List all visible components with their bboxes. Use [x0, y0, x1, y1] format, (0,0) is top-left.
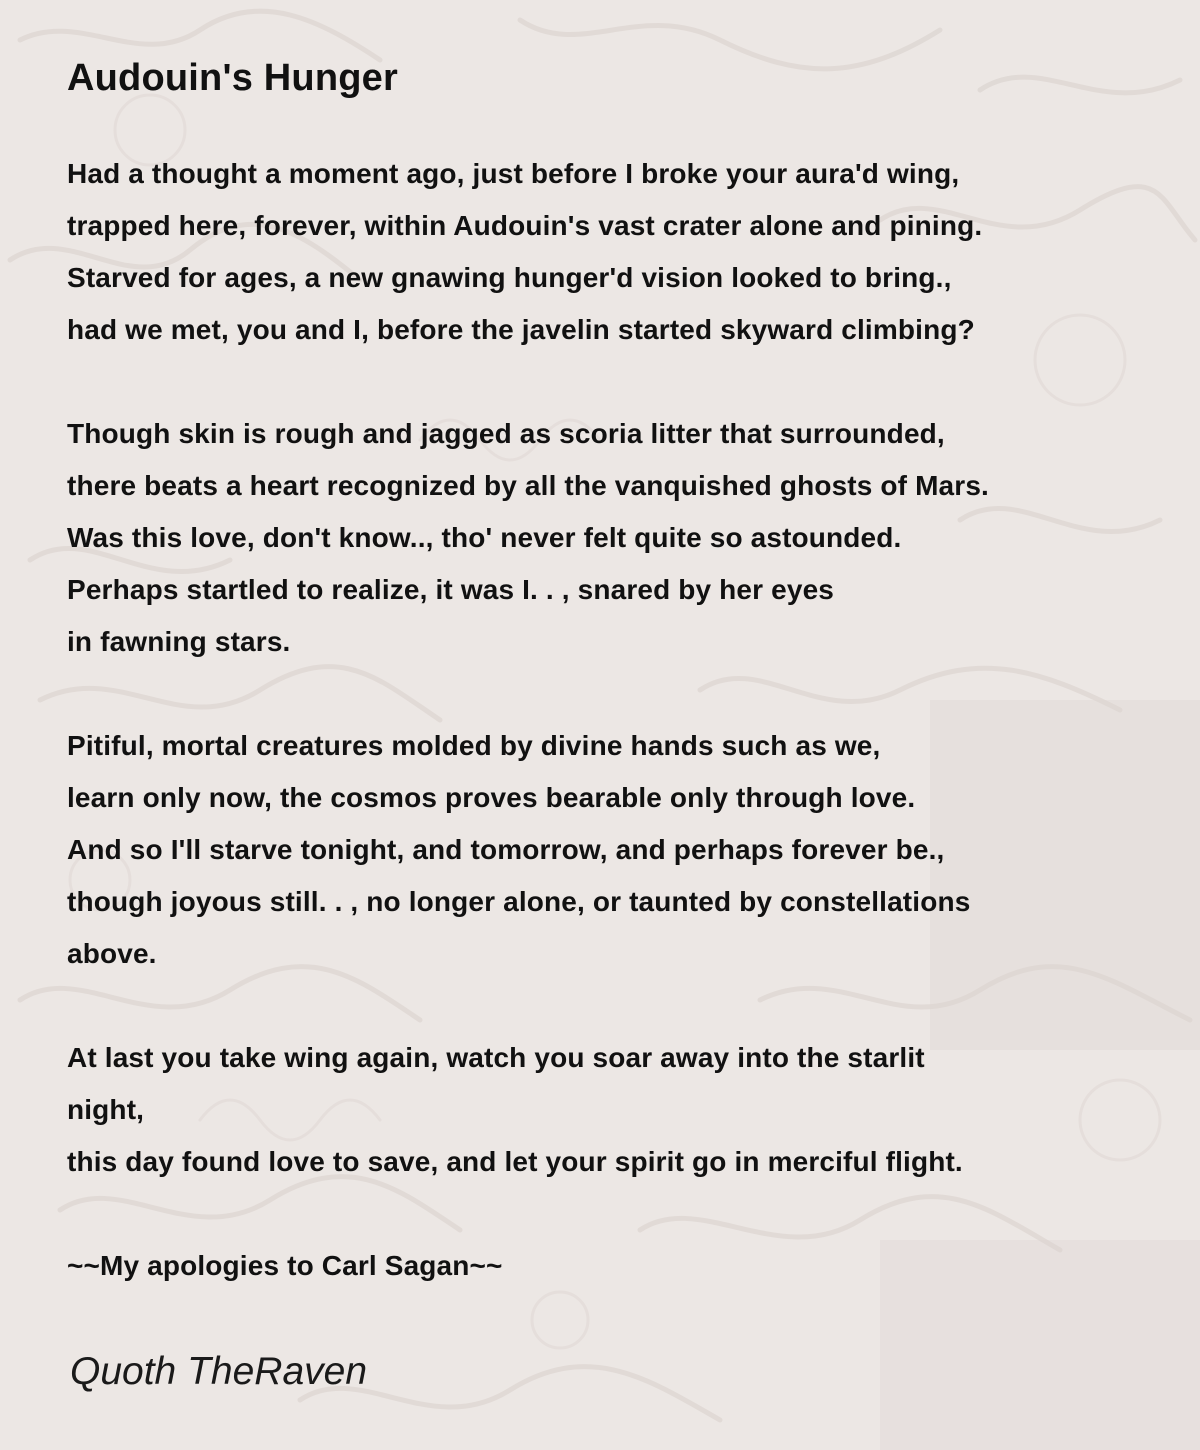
- poem-line: there beats a heart recognized by all the vanquished ghosts of Mars.: [67, 470, 989, 501]
- poem-line: though joyous still. . , no longer alone, or taunted by constellations: [67, 886, 971, 917]
- poem-line: this day found love to save, and let your spirit go in merciful flight.: [67, 1146, 963, 1177]
- dedication: [67, 1240, 1177, 1292]
- poem-line: above.: [67, 938, 157, 969]
- poem-line: Pitiful, mortal creatures molded by divine hands such as we,: [67, 730, 881, 761]
- dedication-line: ~~My apologies to Carl Sagan~~: [67, 1250, 503, 1281]
- stanza-4: [67, 1032, 1177, 1188]
- poem-line: Starved for ages, a new gnawing hunger'd vision looked to bring.,: [67, 262, 952, 293]
- poem-line: Was this love, don't know.., tho' never felt quite so astounded.: [67, 522, 902, 553]
- stanza-break: [67, 1188, 1177, 1240]
- poem-line: trapped here, forever, within Audouin's vast crater alone and pining.: [67, 210, 983, 241]
- stanza-break: [67, 980, 1177, 1032]
- poem-title: Audouin's Hunger: [67, 57, 398, 99]
- stanza-2: [67, 408, 1177, 668]
- stanza-break: [67, 668, 1177, 720]
- poem-line: At last you take wing again, watch you soar away into the starlit: [67, 1042, 925, 1073]
- poem-body: [67, 148, 1177, 1292]
- poem-line: Perhaps startled to realize, it was I. . , snared by her eyes: [67, 574, 835, 605]
- poem-author: Quoth TheRaven: [70, 1350, 368, 1393]
- poem-line: Had a thought a moment ago, just before I broke your aura'd wing,: [67, 158, 960, 189]
- stanza-1: [67, 148, 1177, 356]
- stanza-break: [67, 356, 1177, 408]
- poem-line: had we met, you and I, before the javelin started skyward climbing?: [67, 314, 975, 345]
- poem-line: in fawning stars.: [67, 626, 291, 657]
- poem-line: And so I'll starve tonight, and tomorrow, and perhaps forever be.,: [67, 834, 945, 865]
- poem-line: Though skin is rough and jagged as scoria litter that surrounded,: [67, 418, 945, 449]
- stanza-3: [67, 720, 1177, 980]
- poem-line: learn only now, the cosmos proves bearable only through love.: [67, 782, 916, 813]
- poem-line: night,: [67, 1094, 145, 1125]
